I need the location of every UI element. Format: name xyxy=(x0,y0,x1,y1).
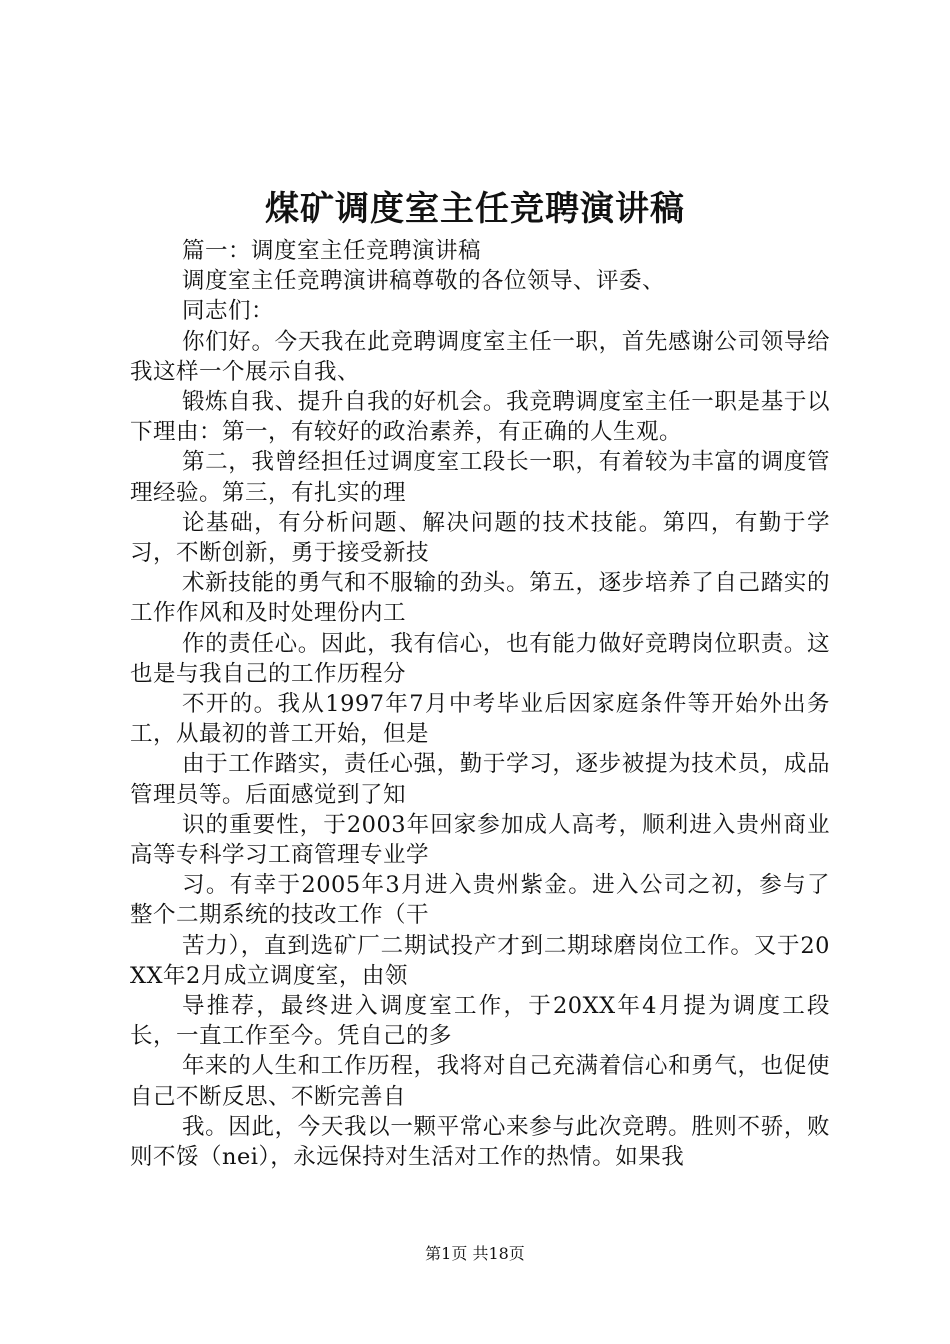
document-body xyxy=(130,236,830,1172)
paragraph: 年来的人生和工作历程，我将对自己充满着信心和勇气，也促使自己不断反思、不断完善自 xyxy=(130,1053,830,1110)
paragraph: 第二，我曾经担任过调度室工段长一职，有着较为丰富的调度管理经验。第三，有扎实的理 xyxy=(130,449,830,506)
paragraph: 导推荐，最终进入调度室工作，于20XX年4月提为调度工段长，一直工作至今。凭自己的多 xyxy=(130,993,830,1050)
paragraph: 苦力），直到选矿厂二期试投产才到二期球磨岗位工作。又于20XX年2月成立调度室，由领 xyxy=(130,932,830,989)
paragraph: 术新技能的勇气和不服输的劲头。第五，逐步培养了自己踏实的工作作风和及时处理份内工 xyxy=(130,570,830,627)
paragraph: 同志们： xyxy=(182,298,275,325)
paragraph: 由于工作踏实，责任心强，勤于学习，逐步被提为技术员，成品管理员等。后面感觉到了知 xyxy=(130,751,830,808)
page-number-footer: 第1页 共18页 xyxy=(425,1244,525,1263)
paragraph: 论基础，有分析问题、解决问题的技术技能。第四，有勤于学习，不断创新，勇于接受新技 xyxy=(130,509,830,567)
paragraph: 我。因此，今天我以一颗平常心来参与此次竞聘。胜则不骄，败则不馁（nei），永远保持对生活对工作的热情。如果我 xyxy=(130,1113,830,1171)
paragraph: 作的责任心。因此，我有信心，也有能力做好竞聘岗位职责。这也是与我自己的工作历程分 xyxy=(130,630,830,687)
document-title: 煤矿调度室主任竞聘演讲稿 xyxy=(265,189,685,229)
paragraph: 篇一：调度室主任竞聘演讲稿 xyxy=(182,238,482,264)
paragraph: 不开的。我从1997年7月中考毕业后因家庭条件等开始外出务工，从最初的普工开始，但是 xyxy=(130,691,830,748)
paragraph: 你们好。今天我在此竞聘调度室主任一职，首先感谢公司领导给我这样一个展示自我、 xyxy=(130,328,830,385)
paragraph: 调度室主任竞聘演讲稿尊敬的各位领导、评委、 xyxy=(182,268,666,295)
paragraph: 锻炼自我、提升自我的好机会。我竞聘调度室主任一职是基于以下理由：第一，有较好的政治素养，有正确的人生观。 xyxy=(130,389,830,446)
paragraph: 识的重要性，于2003年回家参加成人高考，顺利进入贵州商业高等专科学习工商管理专业学 xyxy=(130,811,830,869)
paragraph: 习。有幸于2005年3月进入贵州紫金。进入公司之初，参与了整个二期系统的技改工作（干 xyxy=(130,872,830,929)
